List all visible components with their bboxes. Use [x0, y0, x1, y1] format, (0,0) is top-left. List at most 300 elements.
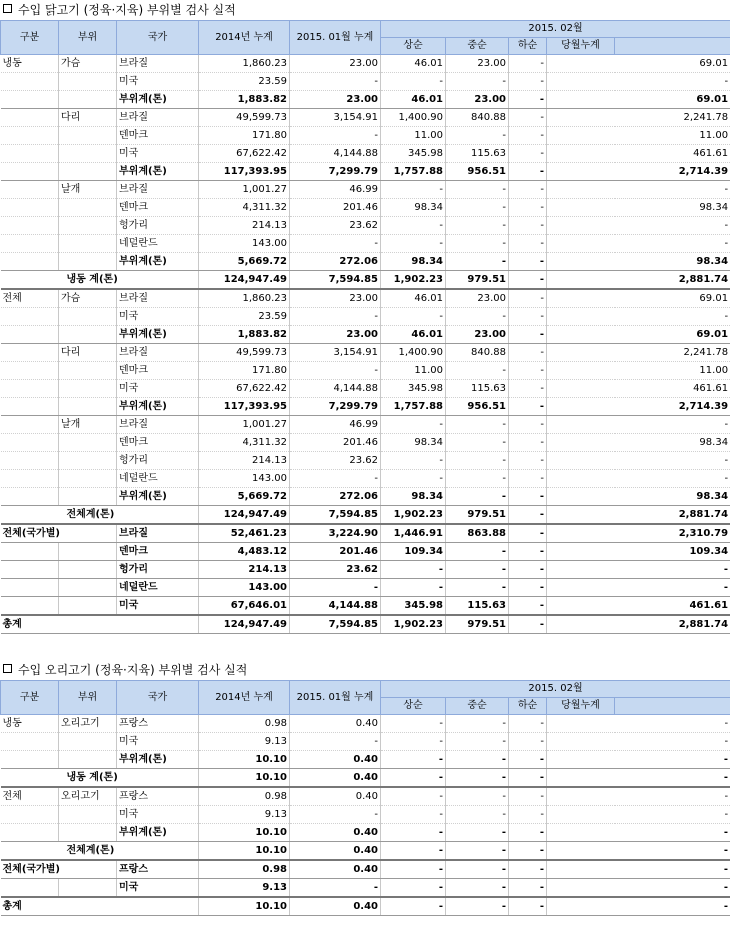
category-cell — [1, 73, 59, 91]
value-2014: 171.80 — [199, 362, 290, 380]
header-y2014: 2014년 누계 — [199, 681, 290, 715]
country-cell: 미국 — [117, 145, 199, 163]
value-feb-late: - — [509, 561, 547, 579]
value-feb-month: - — [547, 715, 730, 733]
value-2015-jan: 23.00 — [290, 289, 381, 308]
value-feb-late: - — [509, 163, 547, 181]
table-row — [1, 181, 730, 199]
country-cell: 미국 — [117, 380, 199, 398]
header-gubun: 구분 — [1, 21, 59, 55]
category-cell — [1, 488, 59, 506]
country-cell: 헝가리 — [117, 452, 199, 470]
category-cell — [1, 181, 59, 199]
value-2014: 23.59 — [199, 308, 290, 326]
value-feb-month: - — [547, 181, 730, 199]
part-cell — [59, 488, 117, 506]
table-row — [1, 91, 730, 109]
part-cell — [59, 199, 117, 217]
country-cell: 브라질 — [117, 524, 199, 543]
table-row — [1, 199, 730, 217]
inspection-table — [0, 680, 730, 916]
country-cell: 부위계(톤) — [117, 824, 199, 842]
table-row — [1, 897, 730, 916]
value-feb-late: - — [509, 380, 547, 398]
value-2015-jan: 23.62 — [290, 561, 381, 579]
value-feb-late: - — [509, 488, 547, 506]
table-row — [1, 597, 730, 616]
value-2014: 4,311.32 — [199, 434, 290, 452]
value-feb-mid: - — [446, 733, 509, 751]
value-2014: 214.13 — [199, 561, 290, 579]
table-row — [1, 416, 730, 434]
part-cell — [59, 163, 117, 181]
table-row — [1, 879, 730, 898]
value-feb-early: - — [381, 470, 446, 488]
value-2014: 52,461.23 — [199, 524, 290, 543]
value-2015-jan: 7,299.79 — [290, 163, 381, 181]
value-2014: 5,669.72 — [199, 253, 290, 271]
category-cell — [1, 806, 59, 824]
value-feb-late: - — [509, 842, 547, 861]
value-2015-jan: 272.06 — [290, 253, 381, 271]
value-2014: 10.10 — [199, 824, 290, 842]
category-cell — [1, 109, 59, 127]
part-cell — [59, 398, 117, 416]
part-cell — [59, 308, 117, 326]
value-feb-month: - — [547, 897, 730, 916]
value-feb-late: - — [509, 344, 547, 362]
value-feb-early: - — [381, 860, 446, 879]
value-2015-jan: - — [290, 308, 381, 326]
value-feb-mid: - — [446, 73, 509, 91]
table-row — [1, 398, 730, 416]
table-row — [1, 380, 730, 398]
by-country-label: 전체(국가별) — [1, 860, 117, 879]
value-feb-month: - — [547, 879, 730, 898]
header-late: 하순 — [509, 698, 547, 715]
subtotal-label: 냉동 계(톤) — [59, 769, 199, 788]
value-2015-jan: 0.40 — [290, 751, 381, 769]
value-2015-jan: 0.40 — [290, 824, 381, 842]
header-month: 당월누계 — [547, 698, 615, 715]
value-2014: 9.13 — [199, 733, 290, 751]
category-cell: 전체 — [1, 289, 59, 308]
value-2014: 67,622.42 — [199, 380, 290, 398]
value-feb-late: - — [509, 452, 547, 470]
value-2014: 5,669.72 — [199, 488, 290, 506]
value-2014: 117,393.95 — [199, 398, 290, 416]
part-cell — [59, 235, 117, 253]
table-row — [1, 452, 730, 470]
value-feb-early: 1,902.23 — [381, 615, 446, 634]
value-2014: 124,947.49 — [199, 271, 290, 290]
country-cell: 덴마크 — [117, 543, 199, 561]
value-feb-mid: - — [446, 824, 509, 842]
country-cell: 프랑스 — [117, 860, 199, 879]
value-feb-month: - — [547, 308, 730, 326]
header-late: 하순 — [509, 38, 547, 55]
value-2014: 124,947.49 — [199, 615, 290, 634]
header-mid: 중순 — [446, 38, 509, 55]
table-row — [1, 362, 730, 380]
value-2014: 214.13 — [199, 217, 290, 235]
part-cell — [59, 91, 117, 109]
value-feb-mid: - — [446, 715, 509, 733]
header-early: 상순 — [381, 38, 446, 55]
part-cell: 날개 — [59, 416, 117, 434]
category-cell: 전체 — [1, 787, 59, 806]
value-feb-month: - — [547, 842, 730, 861]
value-feb-mid: 863.88 — [446, 524, 509, 543]
country-cell: 네덜란드 — [117, 235, 199, 253]
value-feb-mid: 23.00 — [446, 326, 509, 344]
value-feb-mid: - — [446, 488, 509, 506]
category-cell — [1, 362, 59, 380]
value-feb-month: 2,241.78 — [547, 109, 730, 127]
part-cell: 날개 — [59, 181, 117, 199]
subtotal-label: 냉동 계(톤) — [59, 271, 199, 290]
value-2015-jan: 0.40 — [290, 715, 381, 733]
value-feb-late: - — [509, 597, 547, 616]
value-2014: 10.10 — [199, 842, 290, 861]
value-feb-month: 2,881.74 — [547, 271, 730, 290]
value-feb-mid: - — [446, 579, 509, 597]
value-2015-jan: 0.40 — [290, 860, 381, 879]
value-feb-early: - — [381, 561, 446, 579]
value-feb-early: 1,757.88 — [381, 163, 446, 181]
value-2015-jan: 23.62 — [290, 452, 381, 470]
value-2014: 1,883.82 — [199, 91, 290, 109]
value-feb-mid: - — [446, 362, 509, 380]
part-cell — [59, 597, 117, 616]
table-row — [1, 488, 730, 506]
value-feb-mid: 956.51 — [446, 398, 509, 416]
value-feb-month: 2,881.74 — [547, 506, 730, 525]
value-feb-month: 2,241.78 — [547, 344, 730, 362]
country-cell: 미국 — [117, 733, 199, 751]
table-row — [1, 579, 730, 597]
value-feb-early: - — [381, 73, 446, 91]
value-feb-early: 11.00 — [381, 362, 446, 380]
value-2015-jan: 0.40 — [290, 769, 381, 788]
value-2014: 49,599.73 — [199, 109, 290, 127]
table-row — [1, 73, 730, 91]
country-cell: 프랑스 — [117, 787, 199, 806]
table-row — [1, 733, 730, 751]
value-feb-mid: 115.63 — [446, 597, 509, 616]
category-cell — [1, 824, 59, 842]
value-feb-late: - — [509, 109, 547, 127]
value-feb-early: 345.98 — [381, 380, 446, 398]
value-feb-late: - — [509, 579, 547, 597]
value-feb-late: - — [509, 879, 547, 898]
header-month: 당월누계 — [547, 38, 615, 55]
country-cell: 덴마크 — [117, 434, 199, 452]
country-cell: 미국 — [117, 806, 199, 824]
value-feb-late: - — [509, 615, 547, 634]
value-feb-mid: - — [446, 308, 509, 326]
value-feb-mid: 840.88 — [446, 109, 509, 127]
value-feb-late: - — [509, 181, 547, 199]
table-row — [1, 235, 730, 253]
value-2014: 49,599.73 — [199, 344, 290, 362]
part-cell — [59, 452, 117, 470]
value-2015-jan: - — [290, 806, 381, 824]
header-country: 국가 — [117, 681, 199, 715]
value-2015-jan: 46.99 — [290, 181, 381, 199]
category-cell — [1, 217, 59, 235]
value-feb-month: - — [547, 751, 730, 769]
country-cell: 네덜란드 — [117, 579, 199, 597]
value-2015-jan: 23.00 — [290, 91, 381, 109]
table-row — [1, 824, 730, 842]
section-title — [0, 0, 730, 20]
value-feb-late: - — [509, 199, 547, 217]
part-cell — [59, 824, 117, 842]
value-feb-month: 2,881.74 — [547, 615, 730, 634]
category-cell — [1, 452, 59, 470]
table-row — [1, 715, 730, 733]
value-feb-early: - — [381, 769, 446, 788]
category-cell — [1, 253, 59, 271]
part-cell: 가슴 — [59, 289, 117, 308]
value-feb-mid: - — [446, 452, 509, 470]
value-feb-early: 98.34 — [381, 434, 446, 452]
value-feb-month: - — [547, 73, 730, 91]
table-row — [1, 217, 730, 235]
value-2014: 10.10 — [199, 769, 290, 788]
value-feb-month: 69.01 — [547, 91, 730, 109]
value-feb-month: 69.01 — [547, 289, 730, 308]
value-feb-mid: - — [446, 561, 509, 579]
value-2014: 143.00 — [199, 235, 290, 253]
value-2014: 0.98 — [199, 787, 290, 806]
header-country: 국가 — [117, 21, 199, 55]
value-2015-jan: 0.40 — [290, 787, 381, 806]
value-feb-late: - — [509, 434, 547, 452]
value-2015-jan: 46.99 — [290, 416, 381, 434]
category-cell — [1, 398, 59, 416]
value-feb-month: 69.01 — [547, 55, 730, 73]
value-feb-early: 98.34 — [381, 253, 446, 271]
part-cell — [59, 253, 117, 271]
category-cell — [1, 470, 59, 488]
value-feb-late: - — [509, 55, 547, 73]
country-cell: 브라질 — [117, 289, 199, 308]
value-feb-mid: - — [446, 434, 509, 452]
value-feb-mid: - — [446, 181, 509, 199]
value-feb-mid: 23.00 — [446, 289, 509, 308]
value-feb-mid: - — [446, 879, 509, 898]
value-feb-early: - — [381, 308, 446, 326]
value-feb-month: - — [547, 579, 730, 597]
table-row — [1, 524, 730, 543]
value-feb-early: - — [381, 416, 446, 434]
value-2015-jan: 4,144.88 — [290, 145, 381, 163]
country-cell: 부위계(톤) — [117, 163, 199, 181]
part-cell — [59, 326, 117, 344]
value-feb-mid: - — [446, 235, 509, 253]
category-cell — [1, 416, 59, 434]
part-cell — [59, 561, 117, 579]
value-feb-early: - — [381, 181, 446, 199]
value-2015-jan: 3,154.91 — [290, 344, 381, 362]
category-cell — [1, 145, 59, 163]
value-feb-mid: - — [446, 806, 509, 824]
value-feb-month: 11.00 — [547, 127, 730, 145]
value-feb-mid: 979.51 — [446, 615, 509, 634]
table-row — [1, 860, 730, 879]
country-cell: 덴마크 — [117, 127, 199, 145]
value-2015-jan: 201.46 — [290, 543, 381, 561]
country-cell: 브라질 — [117, 344, 199, 362]
value-2015-jan: - — [290, 733, 381, 751]
value-2014: 124,947.49 — [199, 506, 290, 525]
value-feb-mid: 115.63 — [446, 145, 509, 163]
value-feb-early: 46.01 — [381, 55, 446, 73]
value-feb-early: - — [381, 715, 446, 733]
value-feb-month: - — [547, 787, 730, 806]
category-cell — [1, 769, 59, 788]
section-title-text: 수입 닭고기 (정육·지육) 부위별 검사 실적 — [18, 3, 236, 17]
table-row — [1, 127, 730, 145]
value-feb-early: 46.01 — [381, 289, 446, 308]
header-jan: 2015. 01월 누계 — [290, 21, 381, 55]
category-cell — [1, 380, 59, 398]
country-cell: 네덜란드 — [117, 470, 199, 488]
header-gubun: 구분 — [1, 681, 59, 715]
value-feb-early: - — [381, 733, 446, 751]
value-2014: 1,883.82 — [199, 326, 290, 344]
value-2015-jan: 3,224.90 — [290, 524, 381, 543]
table-row — [1, 163, 730, 181]
table-row — [1, 561, 730, 579]
subtotal-label: 전체계(톤) — [59, 842, 199, 861]
value-feb-early: 1,400.90 — [381, 344, 446, 362]
value-feb-mid: 23.00 — [446, 91, 509, 109]
value-feb-late: - — [509, 524, 547, 543]
value-feb-mid: - — [446, 416, 509, 434]
part-cell — [59, 751, 117, 769]
country-cell: 헝가리 — [117, 217, 199, 235]
value-feb-mid: - — [446, 470, 509, 488]
value-feb-early: 1,400.90 — [381, 109, 446, 127]
value-2015-jan: - — [290, 362, 381, 380]
value-2015-jan: - — [290, 579, 381, 597]
part-cell — [59, 470, 117, 488]
category-cell — [1, 344, 59, 362]
value-feb-early: - — [381, 751, 446, 769]
value-feb-month: 2,714.39 — [547, 398, 730, 416]
value-feb-mid: - — [446, 842, 509, 861]
value-feb-early: - — [381, 452, 446, 470]
bullet-square-icon — [3, 664, 12, 673]
value-2015-jan: - — [290, 235, 381, 253]
value-feb-early: - — [381, 842, 446, 861]
country-cell: 부위계(톤) — [117, 91, 199, 109]
country-cell: 덴마크 — [117, 199, 199, 217]
value-2015-jan: 201.46 — [290, 199, 381, 217]
value-feb-month: 98.34 — [547, 434, 730, 452]
value-feb-late: - — [509, 806, 547, 824]
value-feb-late: - — [509, 470, 547, 488]
value-feb-mid: 115.63 — [446, 380, 509, 398]
value-2014: 9.13 — [199, 806, 290, 824]
table-row — [1, 253, 730, 271]
value-feb-mid: - — [446, 127, 509, 145]
value-feb-month: - — [547, 470, 730, 488]
country-cell: 부위계(톤) — [117, 398, 199, 416]
part-cell — [59, 380, 117, 398]
header-buwi: 부위 — [59, 21, 117, 55]
part-cell: 가슴 — [59, 55, 117, 73]
country-cell: 브라질 — [117, 181, 199, 199]
value-feb-month: - — [547, 452, 730, 470]
part-cell — [59, 543, 117, 561]
value-feb-early: 11.00 — [381, 127, 446, 145]
country-cell: 브라질 — [117, 55, 199, 73]
table-row — [1, 326, 730, 344]
category-cell — [1, 733, 59, 751]
value-feb-month: 69.01 — [547, 326, 730, 344]
value-feb-early: - — [381, 879, 446, 898]
value-2015-jan: - — [290, 73, 381, 91]
value-feb-mid: 979.51 — [446, 506, 509, 525]
category-cell — [1, 561, 59, 579]
value-2014: 10.10 — [199, 751, 290, 769]
value-feb-early: - — [381, 897, 446, 916]
value-feb-late: - — [509, 326, 547, 344]
value-2015-jan: 201.46 — [290, 434, 381, 452]
value-feb-month: 461.61 — [547, 145, 730, 163]
category-cell: 냉동 — [1, 715, 59, 733]
value-feb-early: - — [381, 824, 446, 842]
value-feb-month: 98.34 — [547, 488, 730, 506]
country-cell: 프랑스 — [117, 715, 199, 733]
value-2014: 1,860.23 — [199, 55, 290, 73]
value-feb-early: - — [381, 235, 446, 253]
value-feb-late: - — [509, 897, 547, 916]
category-cell — [1, 506, 59, 525]
header-spacer — [615, 38, 730, 55]
part-cell: 다리 — [59, 109, 117, 127]
category-cell — [1, 308, 59, 326]
value-2015-jan: 7,594.85 — [290, 506, 381, 525]
value-feb-late: - — [509, 506, 547, 525]
part-cell — [59, 434, 117, 452]
part-cell — [59, 217, 117, 235]
table-row — [1, 145, 730, 163]
value-feb-late: - — [509, 127, 547, 145]
value-2015-jan: - — [290, 879, 381, 898]
value-feb-early: 109.34 — [381, 543, 446, 561]
category-cell — [1, 842, 59, 861]
country-cell: 부위계(톤) — [117, 253, 199, 271]
value-2015-jan: 272.06 — [290, 488, 381, 506]
value-2014: 214.13 — [199, 452, 290, 470]
country-cell: 덴마크 — [117, 362, 199, 380]
category-cell — [1, 271, 59, 290]
value-feb-early: 345.98 — [381, 145, 446, 163]
inspection-table — [0, 20, 730, 634]
table-row — [1, 806, 730, 824]
category-cell — [1, 163, 59, 181]
value-2014: 10.10 — [199, 897, 290, 916]
country-cell: 미국 — [117, 879, 199, 898]
value-feb-mid: - — [446, 860, 509, 879]
value-2015-jan: 3,154.91 — [290, 109, 381, 127]
table-row — [1, 751, 730, 769]
